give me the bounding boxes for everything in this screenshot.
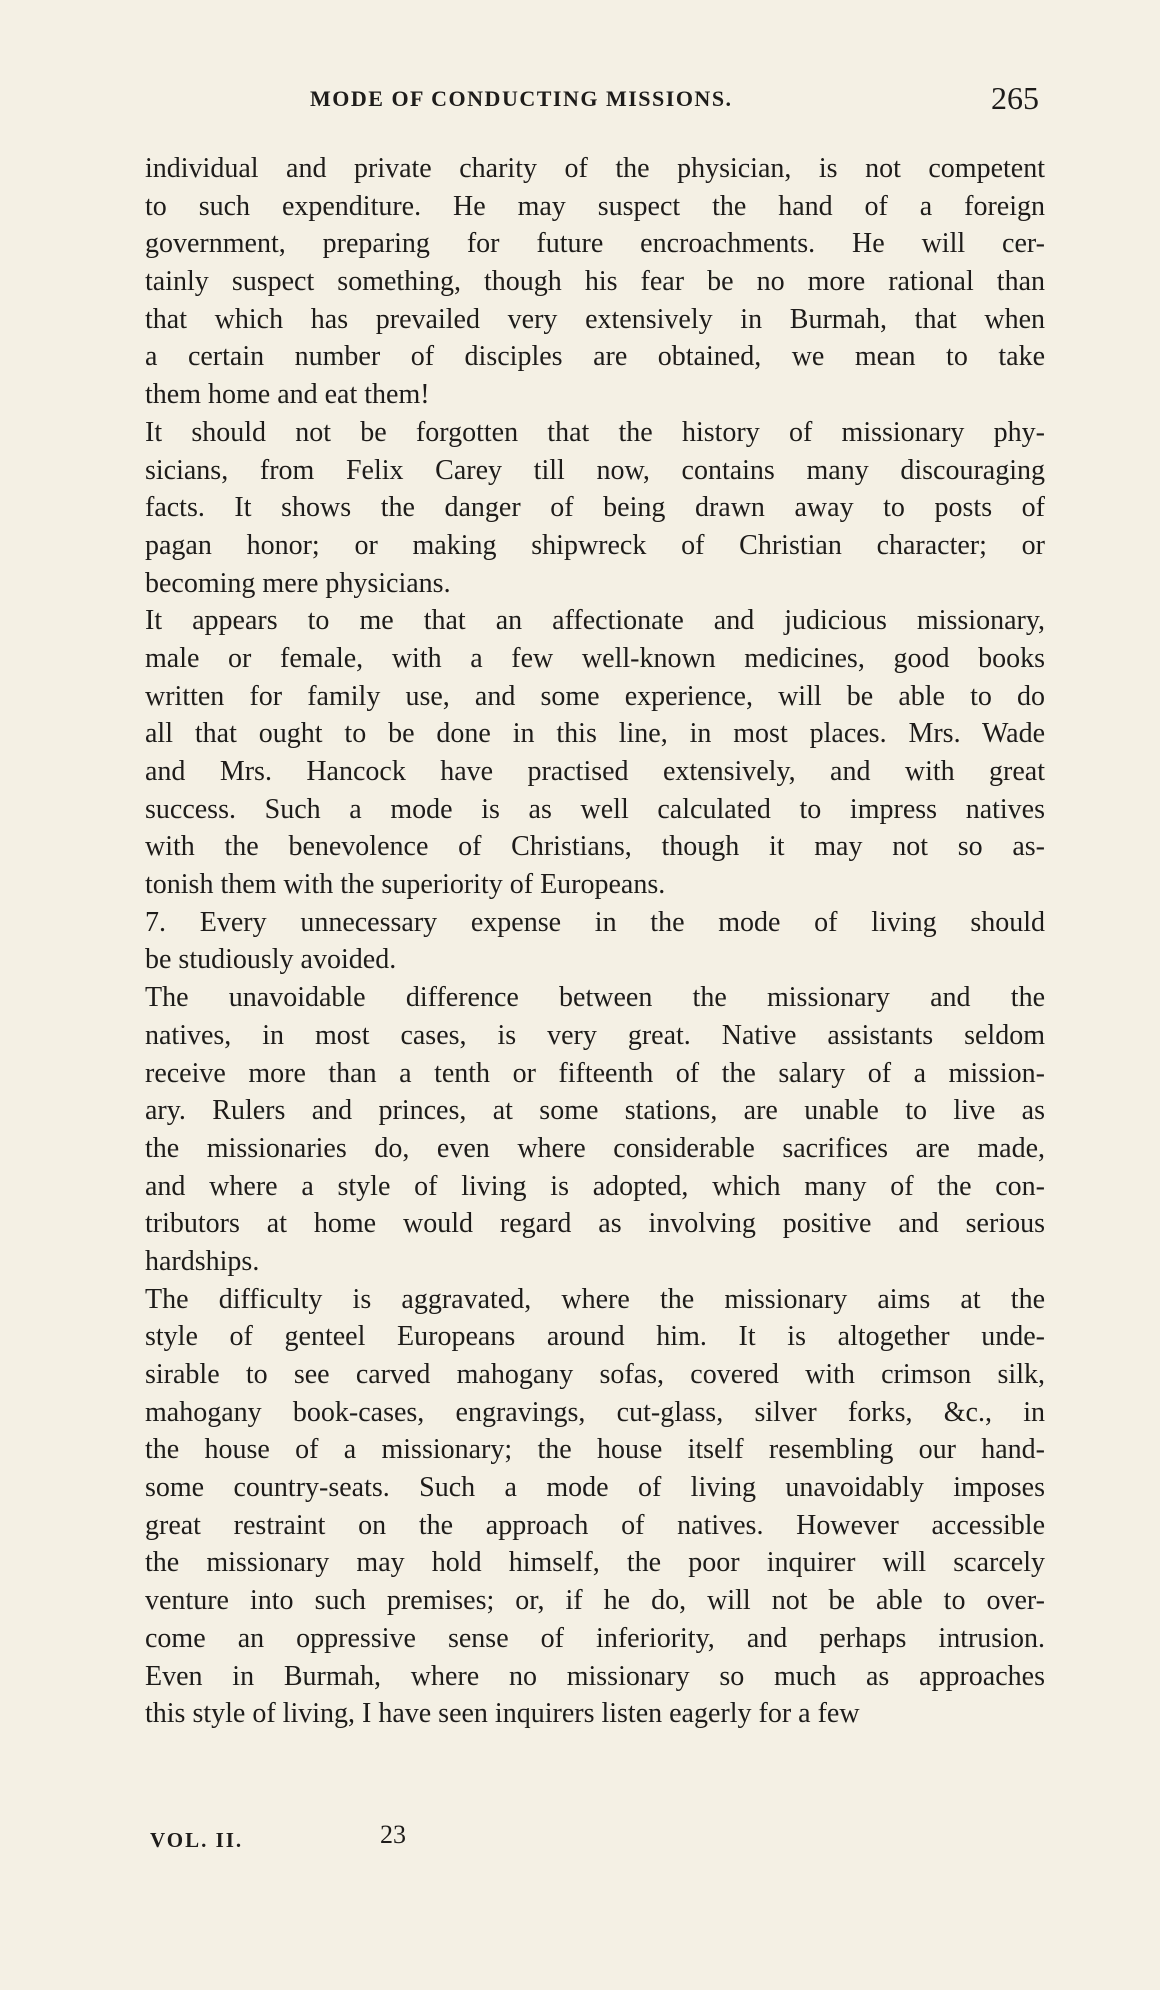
text-line: tainly suspect something, though his fear be no more rational than (145, 266, 1045, 298)
text-line: be studiously avoided. (145, 944, 397, 976)
text-line: to such expenditure. He may suspect the hand of a foreign (145, 190, 1045, 222)
text-line: all that ought to be done in this line, in most places. Mrs. Wade (145, 718, 1045, 750)
text-line: tonish them with the superiority of Europeans. (145, 869, 666, 901)
text-line: great restraint on the approach of natives. However accessible (145, 1509, 1045, 1541)
text-line: becoming mere physicians. (145, 567, 451, 599)
text-line: a certain number of disciples are obtained, we mean to take (145, 341, 1045, 373)
text-line: the house of a missionary; the house itself resembling our hand- (145, 1434, 1045, 1466)
text-line: success. Such a mode is as well calculated to impress natives (145, 793, 1045, 825)
text-line: them home and eat them! (145, 379, 430, 411)
text-line: The difficulty is aggravated, where the missionary aims at the (145, 1283, 1045, 1315)
text-line: sicians, from Felix Carey till now, contains many discouraging (145, 454, 1045, 486)
text-line: receive more than a tenth or fifteenth of the salary of a mission- (145, 1057, 1045, 1089)
page-footer (150, 1820, 950, 1860)
text-line: It should not be forgotten that the history of missionary phy- (145, 416, 1045, 448)
text-line: mahogany book-cases, engravings, cut-glass, silver forks, &c., in (145, 1396, 1045, 1428)
text-line: come an oppressive sense of inferiority, and perhaps intrusion. (145, 1622, 1045, 1654)
text-line: It appears to me that an affectionate and judicious missionary, (145, 605, 1045, 637)
text-line: sirable to see carved mahogany sofas, covered with crimson silk, (145, 1359, 1045, 1390)
text-line: pagan honor; or making shipwreck of Christian character; or (145, 529, 1045, 561)
text-line: written for family use, and some experience, will be able to do (145, 680, 1045, 712)
text-line: this style of living, I have seen inquirers listen eagerly for a few (145, 1698, 860, 1730)
text-line: venture into such premises; or, if he do, will not be able to over- (145, 1585, 1045, 1617)
text-line: Even in Burmah, where no missionary so much as approaches (145, 1660, 1045, 1692)
volume-label: VOL. II. (150, 1828, 244, 1852)
page-number: 265 (991, 80, 1039, 116)
text-line: The unavoidable difference between the missionary and the (145, 982, 1045, 1014)
text-line: male or female, with a few well-known medicines, good books (145, 642, 1045, 674)
text-line: individual and private charity of the physician, is not competent (145, 153, 1045, 184)
text-line: style of genteel Europeans around him. It is altogether unde- (145, 1321, 1045, 1353)
body-text (145, 150, 1045, 1733)
running-title: MODE OF CONDUCTING MISSIONS. (310, 86, 733, 111)
text-line: tributors at home would regard as involving positive and serious (145, 1208, 1045, 1240)
text-line: and Mrs. Hancock have practised extensively, and with great (145, 756, 1045, 787)
text-line: 7. Every unnecessary expense in the mode of living should (145, 906, 1045, 938)
text-line: that which has prevailed very extensively in Burmah, that when (145, 303, 1045, 335)
text-line: the missionaries do, even where considerable sacrifices are made, (145, 1132, 1045, 1164)
text-line: some country-seats. Such a mode of living unavoidably imposes (145, 1472, 1045, 1504)
text-line: facts. It shows the danger of being drawn away to posts of (145, 492, 1045, 524)
text-line: natives, in most cases, is very great. Native assistants seldom (145, 1019, 1045, 1051)
text-line: the missionary may hold himself, the poor inquirer will scarcely (145, 1547, 1045, 1579)
text-line: with the benevolence of Christians, though it may not so as- (145, 831, 1045, 863)
text-line: and where a style of living is adopted, which many of the con- (145, 1170, 1045, 1202)
running-head (145, 80, 1045, 120)
text-line: ary. Rulers and princes, at some stations, are unable to live as (145, 1095, 1045, 1127)
text-line: government, preparing for future encroachments. He will cer- (145, 228, 1045, 260)
signature-mark: 23 (380, 1820, 406, 1849)
text-line: hardships. (145, 1245, 260, 1277)
